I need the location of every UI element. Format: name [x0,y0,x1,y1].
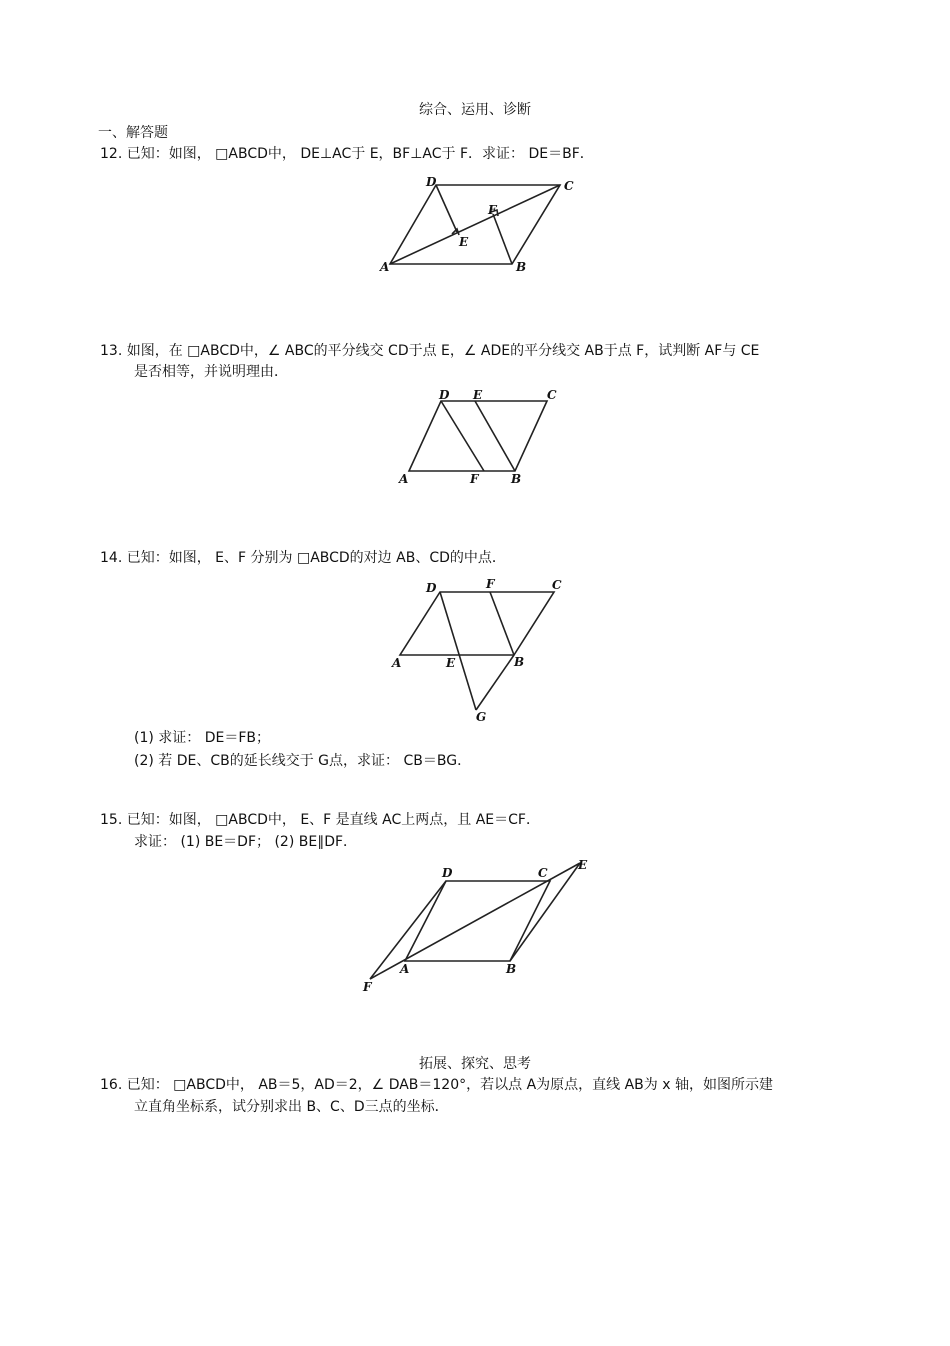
q15-label-f: F [363,980,372,994]
q12-diagonal-ac [390,185,560,264]
q15-parallelogram [405,881,550,961]
q14-label-g: G [476,710,487,724]
q16-text-line2: 立直角坐标系，试分别求出 B、C、D三点的坐标． [134,1099,449,1115]
q12-label-a: A [380,260,390,274]
q15-label-c: C [538,866,548,880]
q12-label-b: B [516,260,527,274]
q15-label-a: A [400,962,410,976]
q13-label-c: C [547,388,557,402]
q15-label-b: B [506,962,517,976]
q14-part1: (1) 求证： DE＝FB； [134,730,271,746]
q12-label-d: D [426,175,437,189]
q12-segment-bf [493,214,512,264]
q12-label-c: C [564,179,574,193]
q12-label-f: F [488,203,497,217]
q14-text: 14. 已知：如图， E、F 分别为 □ABCD的对边 AB、CD的中点． [100,550,506,566]
q12-label-e: E [459,235,469,249]
q13-segment-df [441,401,484,471]
q14-part2: (2) 若 DE、CB的延长线交于 G点，求证： CB＝BG． [134,753,472,769]
q12-figure [370,172,580,282]
q14-segment-dg [440,592,476,710]
section-title-extension: 拓展、探究、思考 [419,1056,531,1072]
q15-label-e: E [578,858,588,872]
q16-text-line1: 16. 已知： □ABCD中， AB＝5，AD＝2，∠ DAB＝120°，若以点 A为原点，直线 AB为 x 轴，如图所示建 [100,1077,773,1093]
q14-figure [390,575,570,725]
section-title-comprehensive: 综合、运用、诊断 [419,102,531,118]
part-heading: 一、解答题 [98,125,168,141]
q12-text: 12. 已知：如图， □ABCD中， DE⊥AC于 E，BF⊥AC于 F．求证： DE＝BF． [100,146,594,162]
q13-text-line1: 13. 如图，在 □ABCD中，∠ ABC的平分线交 CD于点 E，∠ ADE的平分线交 AB于点 F，试判断 AF与 CE [100,343,760,359]
q12-segment-de [436,185,457,232]
q15-label-d: D [442,866,453,880]
q14-label-e: E [446,656,456,670]
q14-parallelogram [400,592,554,655]
q13-figure [395,387,565,487]
q14-segment-fb [490,592,514,655]
q13-segment-be [475,401,515,471]
q15-text-line2: 求证： (1) BE＝DF； (2) BE∥DF． [134,834,358,850]
q14-segment-bg [476,655,514,710]
q13-label-b: B [511,472,522,486]
q14-label-f: F [486,577,495,591]
q13-label-a: A [399,472,409,486]
q14-label-a: A [392,656,402,670]
q15-figure [360,857,600,997]
q13-label-d: D [439,388,450,402]
q14-label-c: C [552,578,562,592]
q15-text-line1: 15. 已知：如图， □ABCD中， E、F 是直线 AC上两点，且 AE＝CF． [100,812,540,828]
q13-label-e: E [473,388,483,402]
q13-text-line2: 是否相等，并说明理由． [134,364,288,380]
q14-label-b: B [514,655,525,669]
q13-label-f: F [470,472,479,486]
q14-label-d: D [426,581,437,595]
